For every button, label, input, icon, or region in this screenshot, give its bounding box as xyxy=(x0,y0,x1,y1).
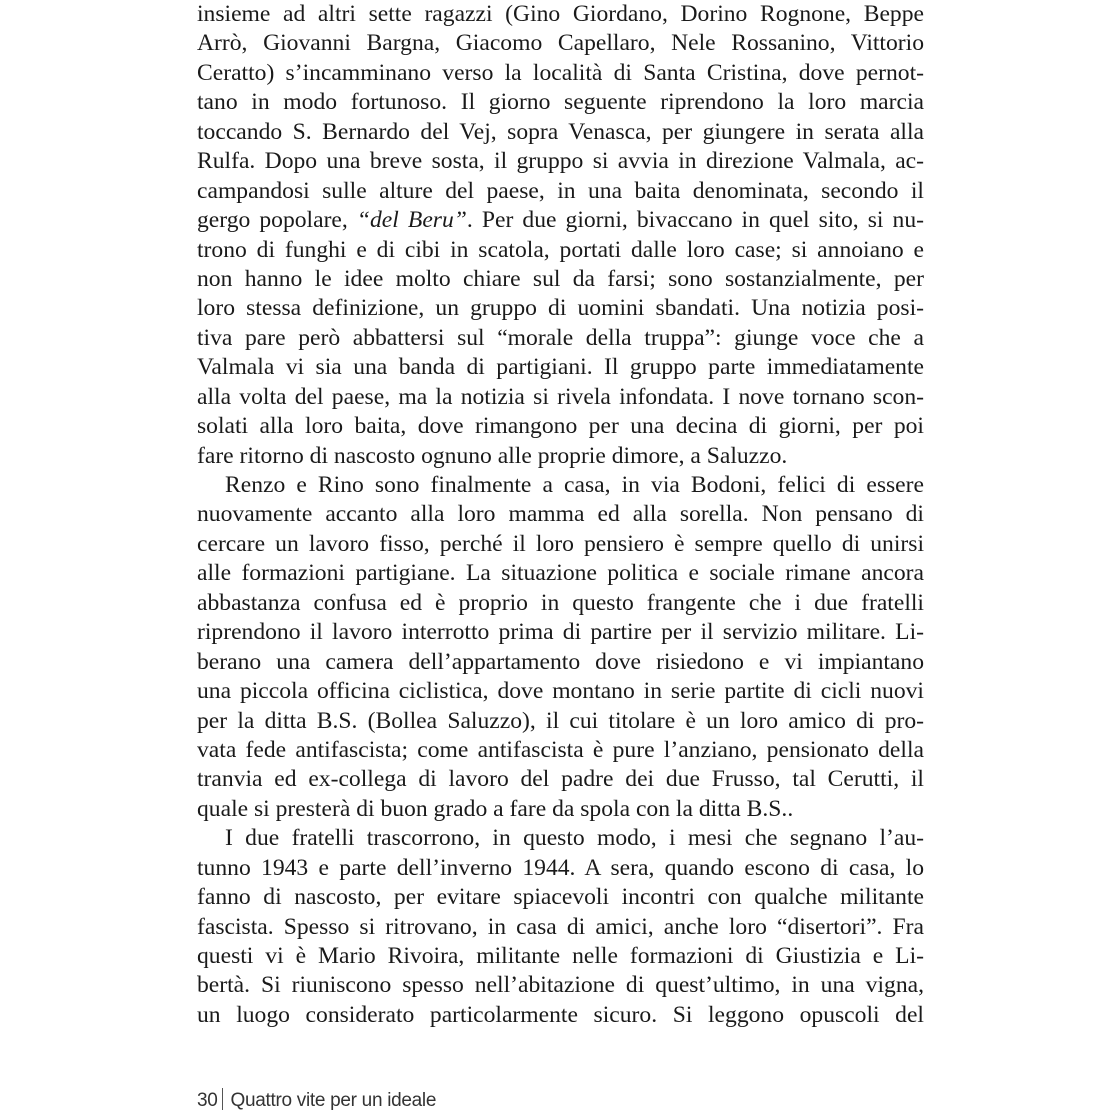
text-line: campandosi sulle alture del paese, in una baita denominata, secondo il xyxy=(197,177,924,204)
italic-term: “del Beru” xyxy=(356,207,467,234)
text-line: bertà. Si riuniscono spesso nell’abitazione di quest’ultimo, in una vigna, xyxy=(197,972,924,999)
text-line: berano una camera dell’appartamento dove risiedono e vi impiantano xyxy=(197,648,924,675)
text-fragment: gergo popolare, xyxy=(197,207,357,234)
text-line: una piccola officina ciclistica, dove montano in serie partite di cicli nuovi xyxy=(197,678,924,705)
text-line: tiva pare però abbattersi sul “morale della truppa”: giunge voce che a xyxy=(197,324,924,351)
text-line: trono di funghi e di cibi in scatola, portati dalle loro case; si annoiano e xyxy=(197,236,924,263)
text-line: tunno 1943 e parte dell’inverno 1944. A sera, quando escono di casa, lo xyxy=(197,854,924,881)
text-line: abbastanza confusa ed è proprio in questo frangente che i due fratelli xyxy=(197,589,924,616)
text-line: loro stessa definizione, un gruppo di uomini sbandati. Una notizia posi- xyxy=(197,295,924,322)
text-line: per la ditta B.S. (Bollea Saluzzo), il cui titolare è un loro amico di pro- xyxy=(197,707,924,734)
footer-divider xyxy=(222,1088,223,1110)
body-text xyxy=(197,0,924,1030)
running-title: Quattro vite per un ideale xyxy=(230,1090,437,1111)
text-fragment: . Per due giorni, bivaccano in quel sito, si nu- xyxy=(466,207,924,234)
text-line: cercare un lavoro fisso, perché il loro pensiero è sempre quello di unirsi xyxy=(197,530,924,557)
text-line: non hanno le idee molto chiare sul da farsi; sono sostanzialmente, per xyxy=(197,265,924,292)
text-line xyxy=(197,206,924,235)
book-page xyxy=(197,0,924,1120)
text-line: vata fede antifascista; come antifascista è pure l’anziano, pensionato della xyxy=(197,736,924,763)
text-line: Rulfa. Dopo una breve sosta, il gruppo si avvia in direzione Valmala, ac- xyxy=(197,148,924,175)
text-line: un luogo considerato particolarmente sicuro. Si leggono opuscoli del xyxy=(197,1001,924,1028)
text-line: nuovamente accanto alla loro mamma ed alla sorella. Non pensano di xyxy=(197,501,924,528)
text-line: tranvia ed ex-collega di lavoro del padre dei due Frusso, tal Cerutti, il xyxy=(197,766,924,793)
page-number: 30 xyxy=(197,1090,218,1111)
text-line: alle formazioni partigiane. La situazione politica e sociale rimane ancora xyxy=(197,560,924,587)
text-line: fare ritorno di nascosto ognuno alle proprie dimore, a Saluzzo. xyxy=(197,442,788,469)
text-line: toccando S. Bernardo del Vej, sopra Venasca, per giungere in serata alla xyxy=(197,118,924,145)
text-line: fascista. Spesso si ritrovano, in casa di amici, anche loro “disertori”. Fra xyxy=(197,913,924,940)
text-line: insieme ad altri sette ragazzi (Gino Giordano, Dorino Rognone, Beppe xyxy=(197,1,924,27)
text-line: quale si presterà di buon grado a fare da spola con la ditta B.S.. xyxy=(197,795,794,822)
text-line: Valmala vi sia una banda di partigiani. Il gruppo parte immediatamente xyxy=(197,354,924,381)
text-line: questi vi è Mario Rivoira, militante nelle formazioni di Giustizia e Li- xyxy=(197,943,924,969)
text-line: fanno di nascosto, per evitare spiacevoli incontri con qualche militante xyxy=(197,884,924,911)
text-line: I due fratelli trascorrono, in questo modo, i mesi che segnano l’au- xyxy=(225,825,924,852)
text-line: solati alla loro baita, dove rimangono per una decina di giorni, per poi xyxy=(197,413,924,440)
text-line: tano in modo fortunoso. Il giorno seguente riprendono la loro marcia xyxy=(197,89,924,116)
text-line: Arrò, Giovanni Bargna, Giacomo Capellaro, Nele Rossanino, Vittorio xyxy=(197,30,924,57)
text-line: Ceratto) s’incamminano verso la località di Santa Cristina, dove pernot- xyxy=(197,59,924,86)
text-line: riprendono il lavoro interrotto prima di partire per il servizio militare. Li- xyxy=(197,619,924,646)
text-line: Renzo e Rino sono finalmente a casa, in via Bodoni, felici di essere xyxy=(225,472,924,498)
text-line: alla volta del paese, ma la notizia si rivela infondata. I nove tornano scon- xyxy=(197,383,924,410)
page-footer xyxy=(197,1088,436,1112)
